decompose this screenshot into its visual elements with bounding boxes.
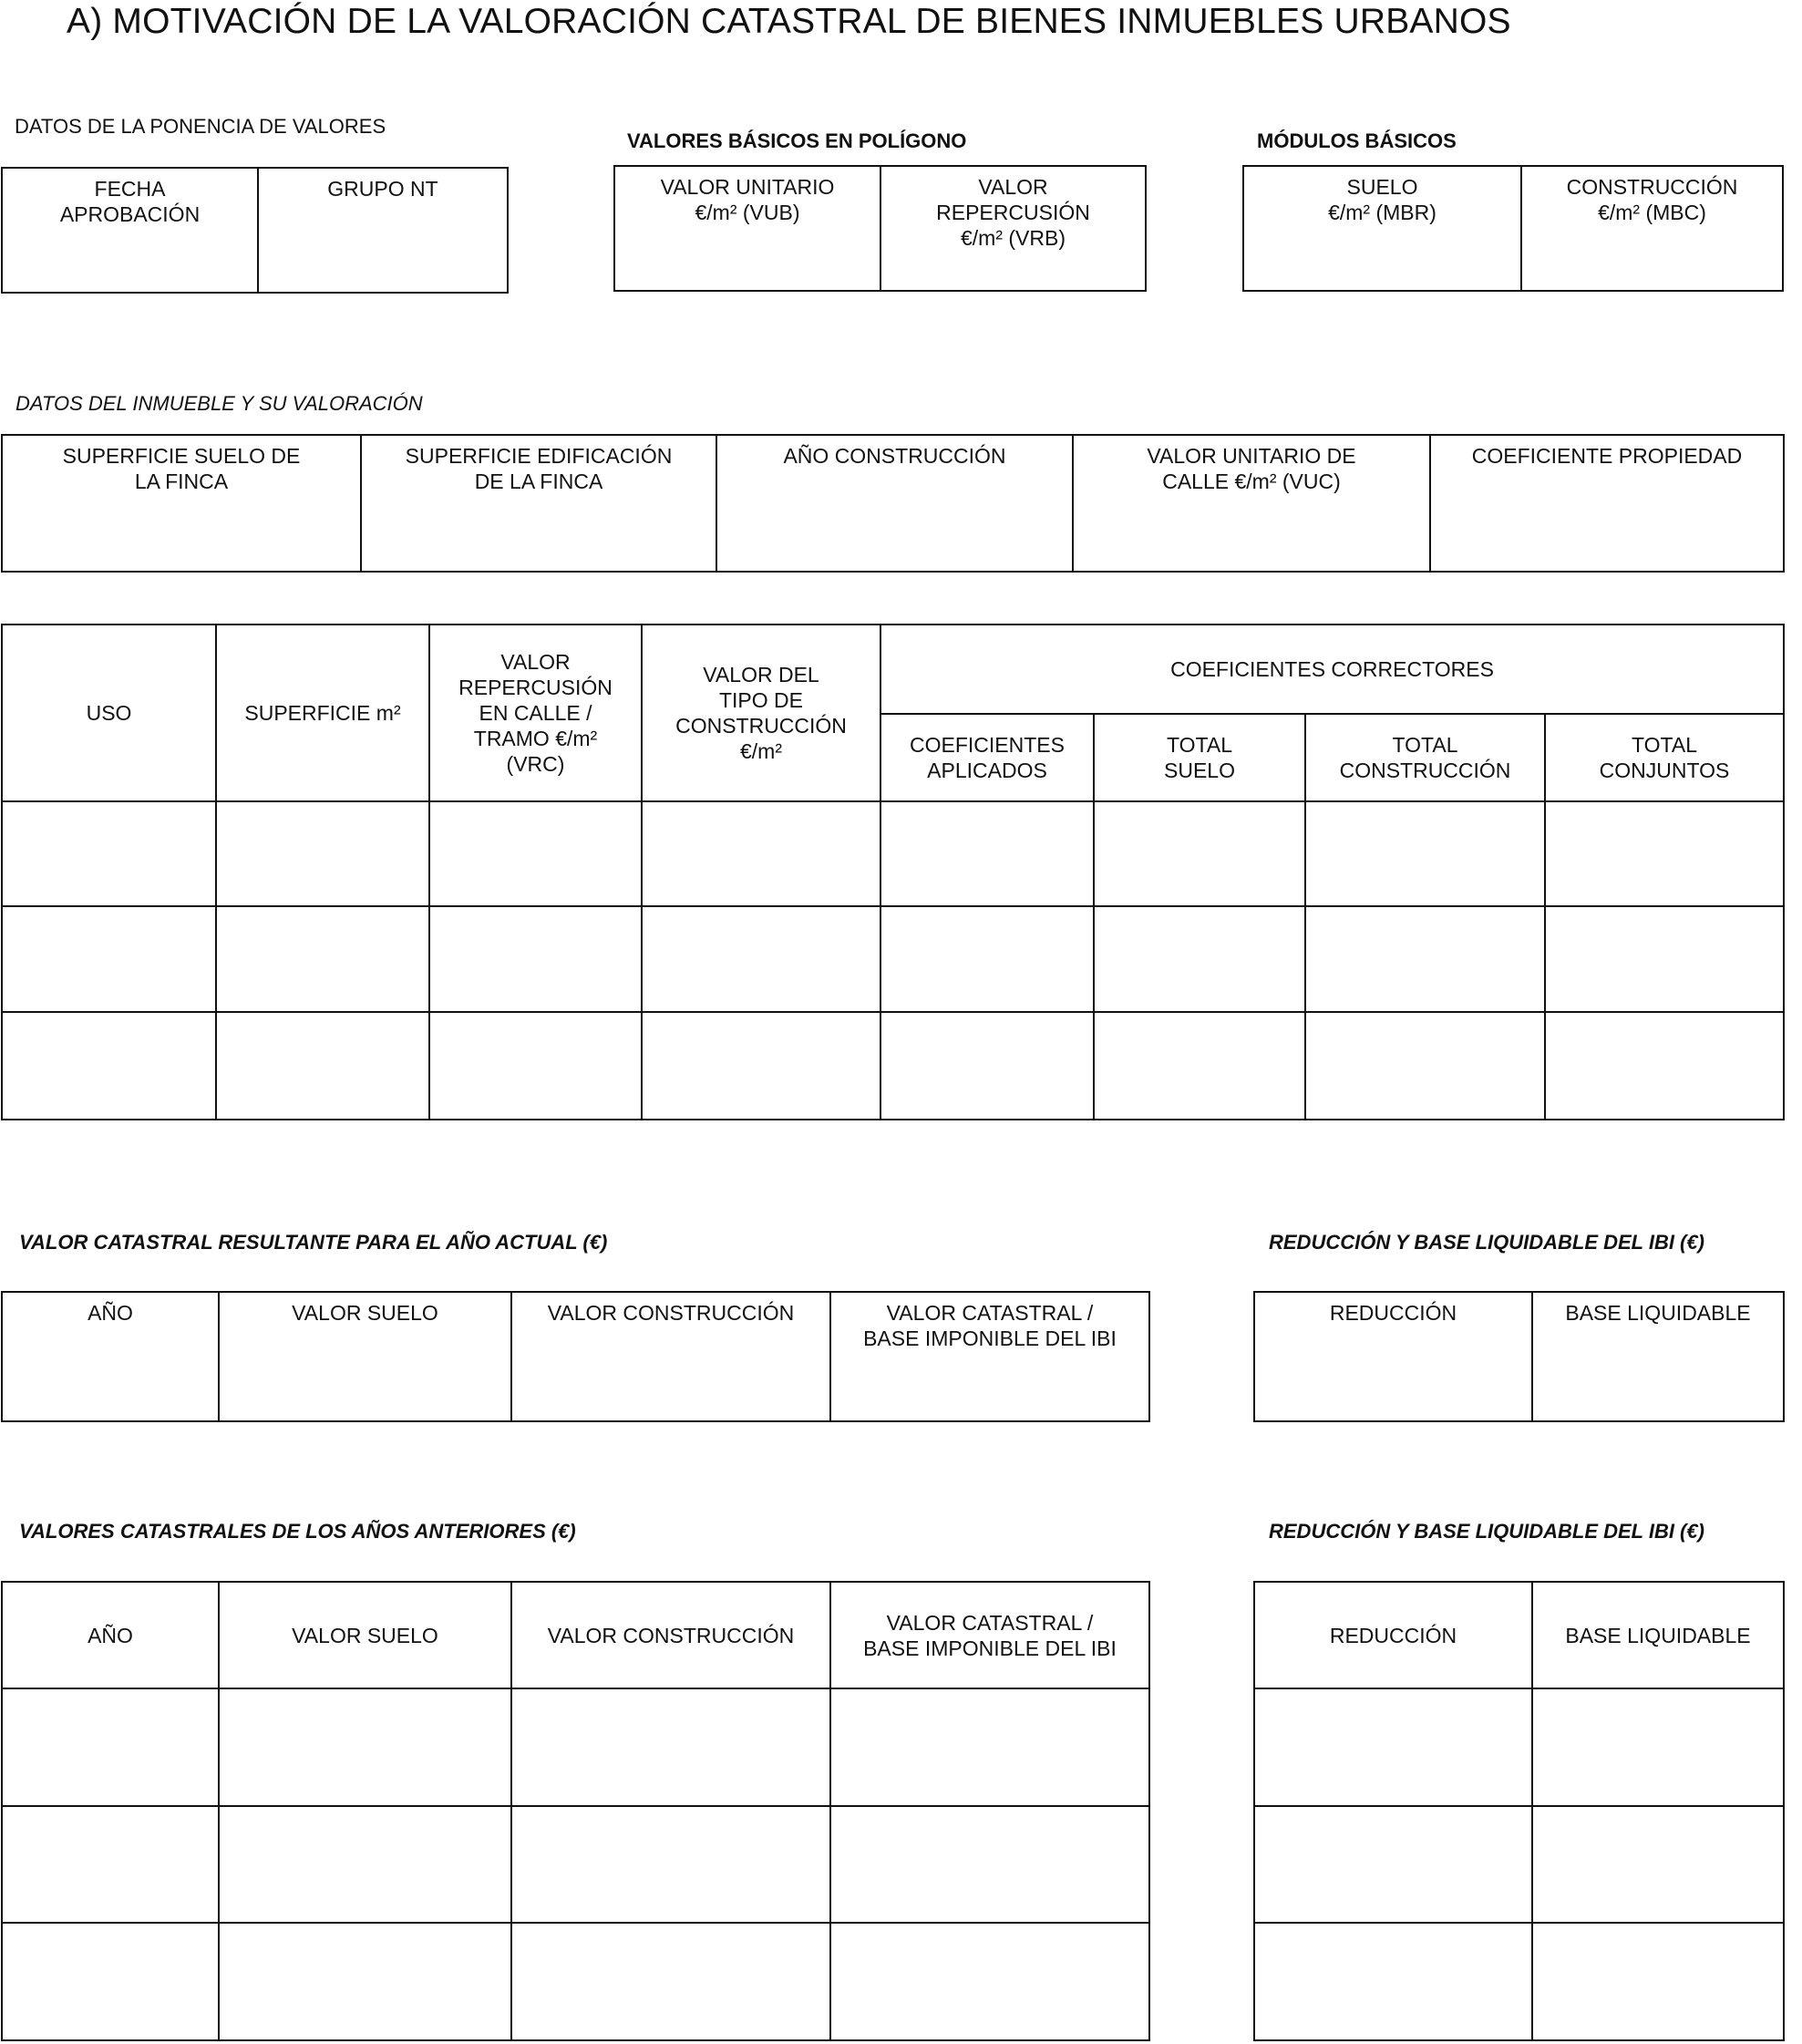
reduccion-actual-table: [1253, 1291, 1785, 1422]
mbr-cell[interactable]: SUELO €/m² (MBR): [1244, 167, 1522, 292]
uso-header: USO: [3, 625, 217, 802]
uso-row-1-cell[interactable]: [430, 802, 643, 907]
reduccion-row-1-cell[interactable]: [1255, 1689, 1533, 1807]
page-title: A) MOTIVACIÓN DE LA VALORACIÓN CATASTRAL DE BIENES INMUEBLES URBANOS: [67, 2, 1511, 41]
uso-row-2-cell[interactable]: [881, 907, 1095, 1013]
anterior-row-1-cell[interactable]: [220, 1689, 512, 1807]
anterior-row-1-cell[interactable]: [3, 1689, 220, 1807]
reduccion-cell[interactable]: REDUCCIÓN: [1255, 1293, 1533, 1422]
base-liquidable-cell[interactable]: BASE LIQUIDABLE: [1533, 1293, 1785, 1422]
uso-row-3-cell[interactable]: [217, 1013, 430, 1120]
coeficientes-correctores-header: COEFICIENTES CORRECTORES: [881, 625, 1785, 715]
uso-row-3-cell[interactable]: [1306, 1013, 1546, 1120]
anterior-row-3-cell[interactable]: [831, 1924, 1150, 2041]
base-liquidable-header: BASE LIQUIDABLE: [1533, 1583, 1785, 1689]
uso-row-3-cell[interactable]: [1546, 1013, 1785, 1120]
anterior-row-2-cell[interactable]: [3, 1807, 220, 1924]
coeficiente-propiedad-cell[interactable]: COEFICIENTE PROPIEDAD: [1431, 436, 1785, 573]
valores-anteriores-heading: VALORES CATASTRALES DE LOS AÑOS ANTERIORES (€): [19, 1520, 576, 1543]
ponencia-heading: DATOS DE LA PONENCIA DE VALORES: [15, 115, 386, 138]
uso-row-2-cell[interactable]: [217, 907, 430, 1013]
uso-row-2-cell[interactable]: [1095, 907, 1306, 1013]
vrb-cell[interactable]: VALOR REPERCUSIÓN €/m² (VRB): [881, 167, 1147, 292]
reduccion-row-2-cell[interactable]: [1533, 1807, 1785, 1924]
valor-construccion-header: VALOR CONSTRUCCIÓN: [512, 1583, 831, 1689]
reduccion-row-3-cell[interactable]: [1533, 1924, 1785, 2041]
uso-row-1-cell[interactable]: [1546, 802, 1785, 907]
vrc-header: VALOR REPERCUSIÓN EN CALLE / TRAMO €/m² (VRC): [430, 625, 643, 802]
uso-row-1-cell[interactable]: [881, 802, 1095, 907]
uso-row-1-cell[interactable]: [1095, 802, 1306, 907]
anterior-row-3-cell[interactable]: [3, 1924, 220, 2041]
valor-actual-heading: VALOR CATASTRAL RESULTANTE PARA EL AÑO ACTUAL (€): [19, 1231, 608, 1254]
valor-construccion-cell[interactable]: VALOR CONSTRUCCIÓN: [512, 1293, 831, 1422]
grupo-nt-cell[interactable]: GRUPO NT: [259, 169, 509, 294]
uso-row-2-cell[interactable]: [643, 907, 881, 1013]
total-conjuntos-header: TOTAL CONJUNTOS: [1546, 715, 1785, 802]
ano-cell[interactable]: AÑO: [3, 1293, 220, 1422]
anterior-row-2-cell[interactable]: [831, 1807, 1150, 1924]
modulos-table: [1242, 165, 1784, 292]
anterior-row-2-cell[interactable]: [512, 1807, 831, 1924]
anterior-row-3-cell[interactable]: [220, 1924, 512, 2041]
uso-row-1-cell[interactable]: [643, 802, 881, 907]
reduccion-row-2-cell[interactable]: [1255, 1807, 1533, 1924]
uso-row-1-cell[interactable]: [1306, 802, 1546, 907]
uso-row-3-cell[interactable]: [881, 1013, 1095, 1120]
inmueble-table: [1, 434, 1785, 573]
fecha-aprobacion-cell[interactable]: FECHA APROBACIÓN: [3, 169, 259, 294]
anterior-row-1-cell[interactable]: [512, 1689, 831, 1807]
valor-catastral-header: VALOR CATASTRAL / BASE IMPONIBLE DEL IBI: [831, 1583, 1150, 1689]
ano-construccion-cell[interactable]: AÑO CONSTRUCCIÓN: [717, 436, 1074, 573]
reduccion-anteriores-heading: REDUCCIÓN Y BASE LIQUIDABLE DEL IBI (€): [1269, 1520, 1704, 1543]
basicos-poligono-heading: VALORES BÁSICOS EN POLÍGONO: [627, 129, 967, 152]
uso-row-3-cell[interactable]: [430, 1013, 643, 1120]
coeficientes-aplicados-header: COEFICIENTES APLICADOS: [881, 715, 1095, 802]
valor-actual-table: [1, 1291, 1150, 1422]
anterior-row-1-cell[interactable]: [831, 1689, 1150, 1807]
anterior-row-3-cell[interactable]: [512, 1924, 831, 2041]
uso-row-2-cell[interactable]: [430, 907, 643, 1013]
valor-suelo-cell[interactable]: VALOR SUELO: [220, 1293, 512, 1422]
reduccion-row-3-cell[interactable]: [1255, 1924, 1533, 2041]
superficie-suelo-cell[interactable]: SUPERFICIE SUELO DE LA FINCA: [3, 436, 362, 573]
superficie-edificacion-cell[interactable]: SUPERFICIE EDIFICACIÓN DE LA FINCA: [362, 436, 717, 573]
reduccion-header: REDUCCIÓN: [1255, 1583, 1533, 1689]
uso-row-3-cell[interactable]: [3, 1013, 217, 1120]
valores-anteriores-table: [1, 1581, 1150, 2041]
reduccion-row-1-cell[interactable]: [1533, 1689, 1785, 1807]
valor-catastral-cell[interactable]: VALOR CATASTRAL / BASE IMPONIBLE DEL IBI: [831, 1293, 1150, 1422]
modulos-heading: MÓDULOS BÁSICOS: [1257, 129, 1457, 152]
basicos-poligono-table: [613, 165, 1147, 292]
reduccion-actual-heading: REDUCCIÓN Y BASE LIQUIDABLE DEL IBI (€): [1269, 1231, 1704, 1254]
uso-row-3-cell[interactable]: [643, 1013, 881, 1120]
uso-row-1-cell[interactable]: [3, 802, 217, 907]
anterior-row-2-cell[interactable]: [220, 1807, 512, 1924]
total-construccion-header: TOTAL CONSTRUCCIÓN: [1306, 715, 1546, 802]
usos-table: [1, 624, 1785, 1120]
tipo-construccion-header: VALOR DEL TIPO DE CONSTRUCCIÓN €/m²: [643, 625, 881, 802]
uso-row-3-cell[interactable]: [1095, 1013, 1306, 1120]
vub-cell[interactable]: VALOR UNITARIO €/m² (VUB): [615, 167, 881, 292]
superficie-header: SUPERFICIE m²: [217, 625, 430, 802]
inmueble-heading: DATOS DEL INMUEBLE Y SU VALORACIÓN: [15, 392, 423, 415]
uso-row-2-cell[interactable]: [1306, 907, 1546, 1013]
mbc-cell[interactable]: CONSTRUCCIÓN €/m² (MBC): [1522, 167, 1784, 292]
vuc-cell[interactable]: VALOR UNITARIO DE CALLE €/m² (VUC): [1074, 436, 1431, 573]
uso-row-1-cell[interactable]: [217, 802, 430, 907]
ponencia-table: [1, 167, 509, 294]
total-suelo-header: TOTAL SUELO: [1095, 715, 1306, 802]
uso-row-2-cell[interactable]: [3, 907, 217, 1013]
uso-row-2-cell[interactable]: [1546, 907, 1785, 1013]
valor-suelo-header: VALOR SUELO: [220, 1583, 512, 1689]
reduccion-anteriores-table: [1253, 1581, 1785, 2041]
ano-header: AÑO: [3, 1583, 220, 1689]
